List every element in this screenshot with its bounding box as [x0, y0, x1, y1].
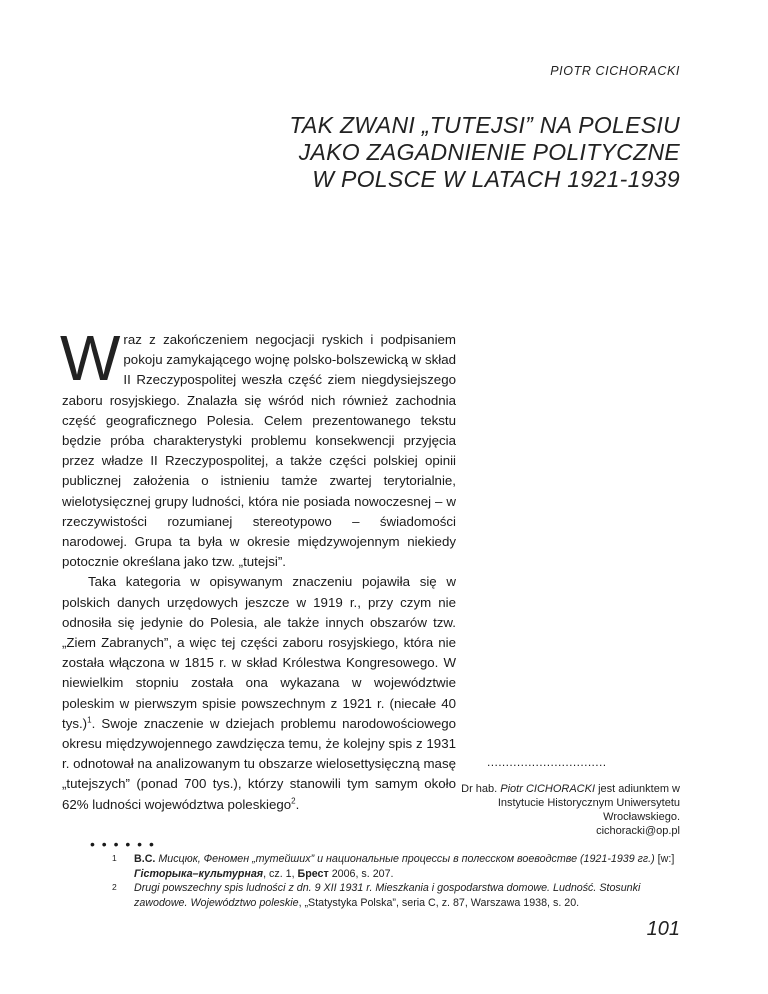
- footnotes: [112, 852, 682, 910]
- paragraph-text: raz z zakończeniem negocjacji ryskich i podpisaniem pokoju zamykającego wojnę polsko-bolszewicką w skład II Rzeczypospolitej weszła część ziem niegdysiejszego zaboru rosyjskiego. Znalazła się wśród nich również zachodnia część geograficznego Polesia. Celem prezentowanego tekstu będzie próba charakterystyki problemu konsekwencji przyjęcia przez władze II Rzeczypospolitej, a także części polskiej opinii publicznej założenia o istnieniu tamże zwartej terytorialnie, wielotysięcznej grupy ludności, która nie posiada nowoczesnej – w rzeczywistości rozumianej stereotypowo – świadomości narodowej. Grupa ta była w okresie międzywojennym niekiedy potocznie określana jako tzw. „tutejsi”.: [62, 332, 456, 570]
- footnote-ref-1: 1: [87, 715, 92, 725]
- author-note-pre: Dr hab.: [461, 783, 501, 795]
- page-number: 101: [646, 918, 680, 940]
- footnote-separator: • • • • • •: [90, 836, 156, 852]
- footnote-title: Мисцюк, Феномен „тутейших” и национальные процессы в полесском воеводстве (1921-1939 гг.): [158, 853, 655, 865]
- title-line: TAK ZWANI „TUTEJSI” NA POLESIU: [289, 112, 680, 138]
- footnote-ref-2: 2: [291, 796, 296, 806]
- footnote-1: [112, 852, 682, 881]
- footnote-rest: 2006, s. 207.: [328, 867, 394, 880]
- author-note-post: jest adiunktem w Instytucie Historycznym Uniwersytetu Wrocławskiego.: [497, 783, 680, 823]
- paragraph-1: [60, 322, 456, 572]
- paragraph-text: .: [295, 796, 300, 812]
- footnote-in: [w:]: [654, 853, 675, 865]
- footnote-author: В.С.: [134, 853, 159, 865]
- title-line: W POLSCE W LATACH 1921-1939: [312, 166, 680, 192]
- footnote-rest: , „Statystyka Polska”, seria C, z. 87, Warszawa 1938, s. 20.: [298, 896, 580, 909]
- paragraph-2: [62, 572, 456, 814]
- article-title: [160, 112, 680, 193]
- title-line: JAKO ZAGADNIENIE POLITYCZNE: [298, 139, 680, 165]
- paragraph-text: . Swoje znaczenie w dziejach problemu narodowościowego okresu międzywojennego zawdzięcza temu, że kolejny spis z 1931 r. odnotował na analizowanym tu obszarze wielosettysięczną masę „tutejszych” (ponad 700 tys.), którzy stanowili tym samym około 62% ludności województwa poleskiego: [62, 715, 456, 812]
- paragraph-text: Taka kategoria w opisywanym znaczeniu pojawiła się w polskich danych urzędowych jeszcze w 1919 r., przy czym nie odnosiła się jedynie do Polesia, ale także innych obszarów tzw. „Ziem Zabranych”, a więc tej części zaboru rosyjskiego, która nie została włączona w 1815 r. w skład Królestwa Kongresowego. W niewielkim stopniu została ona wykazana w województwie poleskim w pierwszym spisie powszechnym z 1921 r. (niecałe 40 tys.): [62, 574, 456, 731]
- drop-cap: W: [60, 322, 121, 394]
- footnote-city: Брест: [297, 867, 329, 880]
- author-note-name: Piotr CICHORACKI: [500, 783, 596, 795]
- article-body: [60, 322, 456, 815]
- footnote-title: Drugi powszechny spis ludności z dn. 9 XII 1931 r. Mieszkania i gospodarstwa domowe. Ludność. Stosunki zawodowe. Województwo poleskie: [134, 882, 641, 909]
- footnote-number: 2: [112, 882, 117, 892]
- running-header-author: PIOTR CICHORACKI: [550, 64, 680, 78]
- author-email: cichoracki@op.pl: [596, 825, 680, 837]
- footnote-rest: , cz. 1,: [263, 867, 298, 880]
- footnote-2: [112, 881, 682, 910]
- footnote-series: Гісторыка–культурная: [134, 867, 264, 880]
- author-note-separator: ................................: [487, 755, 607, 769]
- footnote-number: 1: [112, 853, 117, 863]
- author-note: [450, 782, 680, 838]
